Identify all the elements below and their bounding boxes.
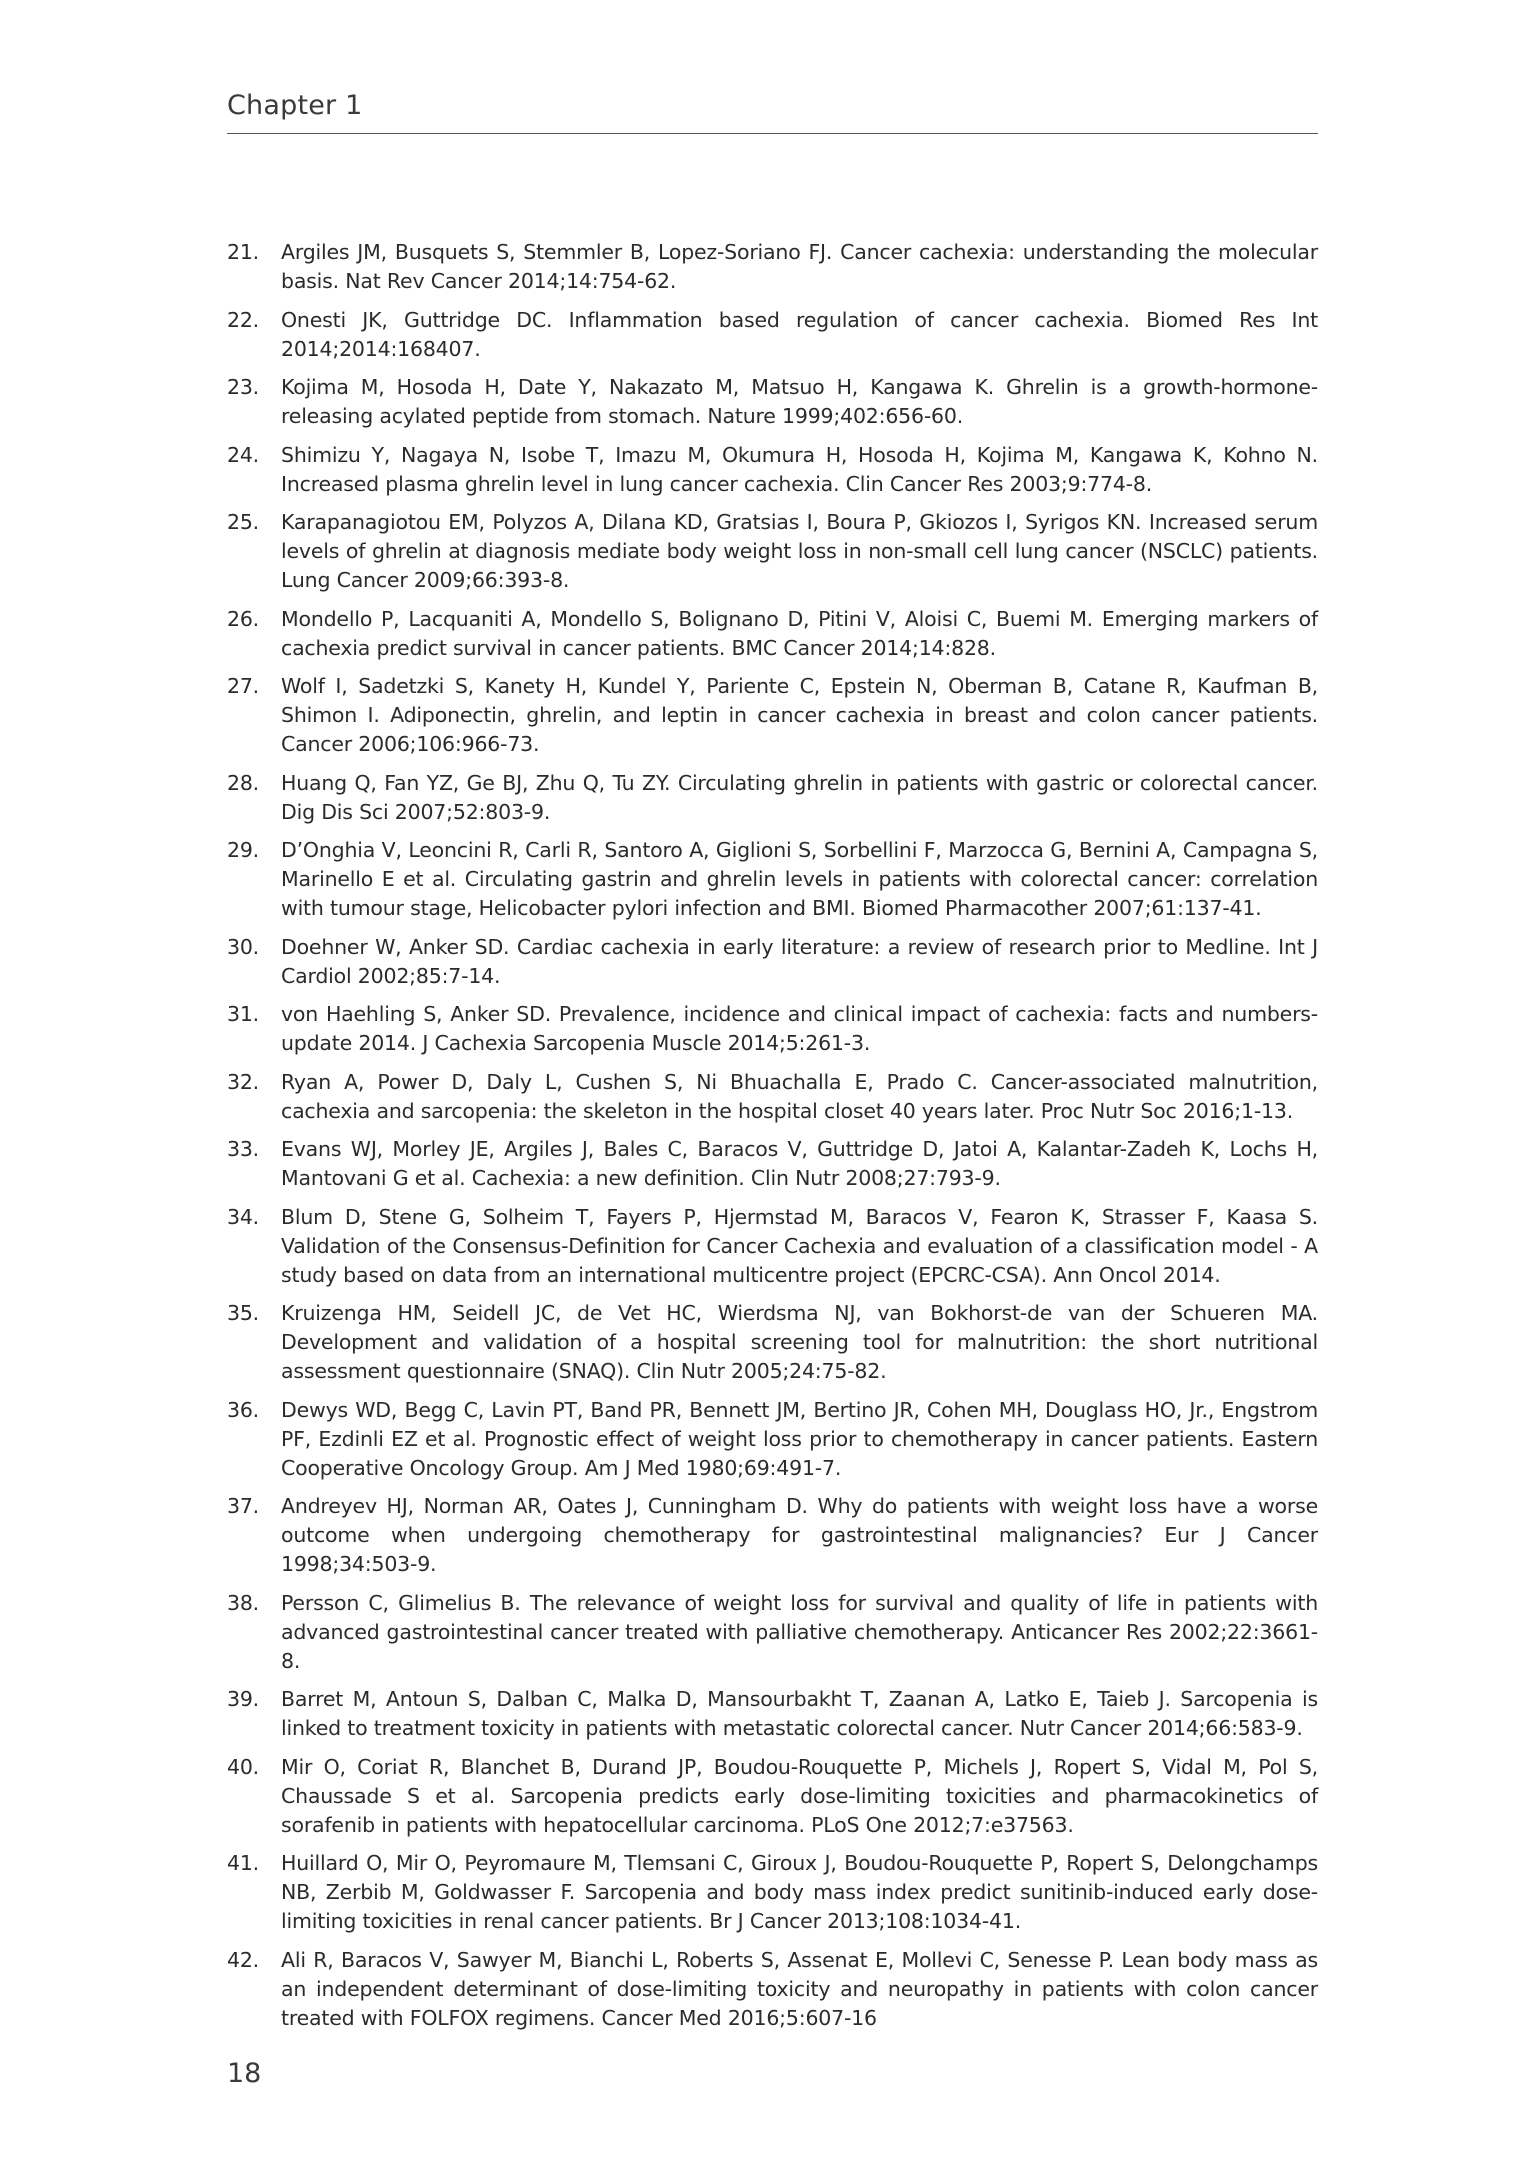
reference-number: 31. (227, 1002, 260, 1026)
reference-item (227, 1589, 1318, 1676)
reference-text: Dewys WD, Begg C, Lavin PT, Band PR, Bennett JM, Bertino JR, Cohen MH, Douglass HO, Jr., Engstrom PF, Ezdinli EZ et al. Prognostic effect of weight loss prior to chemotherapy in cancer patients. Eastern Cooperative Oncology Group. Am J Med 1980;69:491-7. (281, 1397, 1318, 1480)
reference-text: Persson C, Glimelius B. The relevance of weight loss for survival and quality of life in patients with advanced gastrointestinal cancer treated with palliative chemotherapy. Anticancer Res 2002;22:3661-8. (281, 1590, 1318, 1673)
reference-number: 34. (227, 1204, 260, 1229)
reference-text: Huang Q, Fan YZ, Ge BJ, Zhu Q, Tu ZY. Circulating ghrelin in patients with gastric or colorectal cancer. Dig Dis Sci 2007;52:803-9. (281, 770, 1318, 824)
reference-text: Barret M, Antoun S, Dalban C, Malka D, Mansourbakht T, Zaanan A, Latko E, Taieb J. Sarcopenia is linked to treatment toxicity in patients with metastatic colorectal cancer. Nutr Cancer 2014;66:583-9. (281, 1687, 1318, 1740)
reference-item (227, 1299, 1318, 1386)
reference-text: Andreyev HJ, Norman AR, Oates J, Cunningham D. Why do patients with weight loss have a worse outcome when undergoing chemotherapy for gastrointestinal malignancies? Eur J Cancer 1998;34:503-9. (281, 1494, 1318, 1576)
reference-number: 39. (227, 1687, 260, 1711)
reference-item (227, 769, 1318, 827)
reference-number: 23. (227, 375, 260, 399)
reference-text: Mir O, Coriat R, Blanchet B, Durand JP, Boudou-Rouquette P, Michels J, Ropert S, Vidal M, Pol S, Chaussade S et al. Sarcopenia predicts early dose-limiting toxicities and pharmacokinetics of sorafenib in patients with hepatocellular carcinoma. PLoS One 2012;7:e37563. (281, 1754, 1318, 1837)
reference-text: Evans WJ, Morley JE, Argiles J, Bales C, Baracos V, Guttridge D, Jatoi A, Kalantar-Zadeh K, Lochs H, Mantovani G et al. Cachexia: a new definition. Clin Nutr 2008;27:793-9. (281, 1137, 1318, 1190)
reference-text: Argiles JM, Busquets S, Stemmler B, Lopez-Soriano FJ. Cancer cachexia: understanding the molecular basis. Nat Rev Cancer 2014;14:754-62. (281, 240, 1318, 293)
reference-item (227, 1753, 1318, 1840)
reference-item (227, 373, 1318, 431)
reference-item (227, 1685, 1318, 1743)
reference-item (227, 1000, 1318, 1058)
reference-item (227, 508, 1318, 595)
reference-number: 33. (227, 1137, 260, 1161)
reference-item (227, 672, 1318, 759)
reference-item (227, 441, 1318, 499)
reference-number: 35. (227, 1301, 260, 1325)
reference-number: 24. (227, 442, 260, 467)
reference-text: Ali R, Baracos V, Sawyer M, Bianchi L, Roberts S, Assenat E, Mollevi C, Senesse P. Lean body mass as an independent determinant of dose-limiting toxicity and neuropathy in patients with colon cancer treated with FOLFOX regimens. Cancer Med 2016;5:607-16 (281, 1947, 1318, 2030)
reference-number: 32. (227, 1069, 260, 1094)
reference-text: Blum D, Stene G, Solheim T, Fayers P, Hjermstad M, Baracos V, Fearon K, Strasser F, Kaasa S. Validation of the Consensus-Definition for Cancer Cachexia and evaluation of a classification model - A study based on data from an international multicentre project (EPCRC-CSA). Ann Oncol 2014. (281, 1204, 1318, 1287)
reference-number: 30. (227, 934, 260, 959)
reference-text: von Haehling S, Anker SD. Prevalence, incidence and clinical impact of cachexia: facts and numbers-update 2014. J Cachexia Sarcopenia Muscle 2014;5:261-3. (281, 1002, 1318, 1055)
header-divider (227, 133, 1318, 134)
reference-number: 36. (227, 1397, 260, 1422)
reference-text: Onesti JK, Guttridge DC. Inflammation based regulation of cancer cachexia. Biomed Res Int 2014;2014:168407. (281, 307, 1318, 361)
reference-number: 37. (227, 1494, 260, 1518)
reference-item (227, 1135, 1318, 1193)
reference-item (227, 1849, 1318, 1936)
reference-text: Huillard O, Mir O, Peyromaure M, Tlemsani C, Giroux J, Boudou-Rouquette P, Ropert S, Delongchamps NB, Zerbib M, Goldwasser F. Sarcopenia and body mass index predict sunitinib-induced early dose-limiting toxicities in renal cancer patients. Br J Cancer 2013;108:1034-41. (281, 1851, 1318, 1933)
reference-text: Shimizu Y, Nagaya N, Isobe T, Imazu M, Okumura H, Hosoda H, Kojima M, Kangawa K, Kohno N. Increased plasma ghrelin level in lung cancer cachexia. Clin Cancer Res 2003;9:774-8. (281, 442, 1318, 496)
reference-text: Ryan A, Power D, Daly L, Cushen S, Ni Bhuachalla E, Prado C. Cancer-associated malnutrition, cachexia and sarcopenia: the skeleton in the hospital closet 40 years later. Proc Nutr Soc 2016;1-13. (281, 1069, 1318, 1123)
reference-item (227, 1068, 1318, 1126)
reference-text: Kruizenga HM, Seidell JC, de Vet HC, Wierdsma NJ, van Bokhorst-de van der Schueren MA. Development and validation of a hospital screening tool for malnutrition: the short nutritional assessment questionnaire (SNAQ). Clin Nutr 2005;24:75-82. (281, 1301, 1318, 1383)
reference-number: 42. (227, 1947, 260, 1972)
reference-text: Karapanagiotou EM, Polyzos A, Dilana KD, Gratsias I, Boura P, Gkiozos I, Syrigos KN. Increased serum levels of ghrelin at diagnosis mediate body weight loss in non-small cell lung cancer (NSCLC) patients. Lung Cancer 2009;66:393-8. (281, 510, 1318, 592)
reference-item (227, 836, 1318, 923)
reference-number: 22. (227, 307, 260, 332)
reference-number: 27. (227, 674, 260, 698)
running-head-chapter: Chapter 1 (227, 90, 363, 121)
reference-item (227, 1203, 1318, 1290)
reference-number: 38. (227, 1590, 260, 1615)
reference-number: 40. (227, 1754, 260, 1779)
reference-text: Wolf I, Sadetzki S, Kanety H, Kundel Y, Pariente C, Epstein N, Oberman B, Catane R, Kaufman B, Shimon I. Adiponectin, ghrelin, and leptin in cancer cachexia in breast and colon cancer patients. Cancer 2006;106:966-73. (281, 674, 1318, 756)
reference-number: 25. (227, 510, 260, 534)
reference-number: 29. (227, 838, 260, 862)
reference-text: Doehner W, Anker SD. Cardiac cachexia in early literature: a review of research prior to Medline. Int J Cardiol 2002;85:7-14. (281, 934, 1318, 988)
reference-item (227, 933, 1318, 991)
reference-item (227, 238, 1318, 296)
reference-number: 21. (227, 240, 260, 264)
reference-text: D’Onghia V, Leoncini R, Carli R, Santoro A, Giglioni S, Sorbellini F, Marzocca G, Bernini A, Campagna S, Marinello E et al. Circulating gastrin and ghrelin levels in patients with colorectal cancer: correlation with tumour stage, Helicobacter pylori infection and BMI. Biomed Pharmacother 2007;61:137-41. (281, 838, 1318, 920)
reference-item (227, 605, 1318, 663)
reference-number: 26. (227, 606, 260, 631)
reference-item (227, 1396, 1318, 1483)
reference-number: 28. (227, 770, 260, 795)
reference-item (227, 1492, 1318, 1579)
reference-item (227, 1946, 1318, 2033)
reference-text: Mondello P, Lacquaniti A, Mondello S, Bolignano D, Pitini V, Aloisi C, Buemi M. Emerging markers of cachexia predict survival in cancer patients. BMC Cancer 2014;14:828. (281, 606, 1318, 660)
reference-text: Kojima M, Hosoda H, Date Y, Nakazato M, Matsuo H, Kangawa K. Ghrelin is a growth-hormone-releasing acylated peptide from stomach. Nature 1999;402:656-60. (281, 375, 1318, 428)
page-number: 18 (227, 2058, 262, 2089)
reference-number: 41. (227, 1851, 260, 1875)
reference-item (227, 306, 1318, 364)
reference-list (227, 238, 1318, 2042)
